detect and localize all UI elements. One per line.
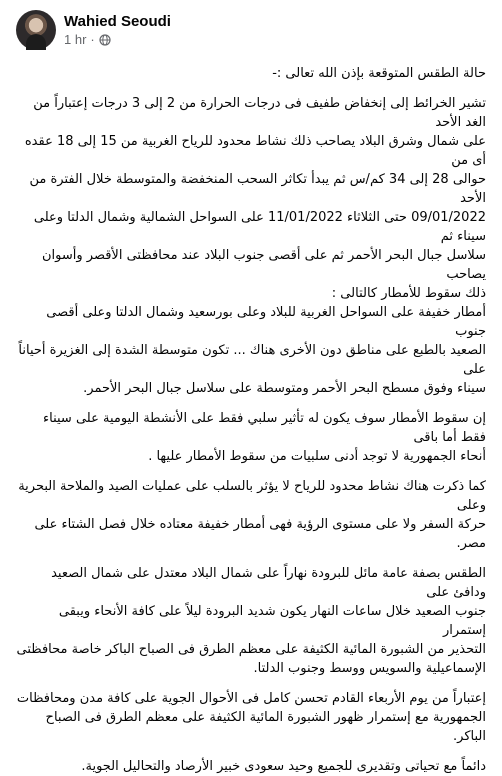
post-paragraph	[16, 409, 486, 466]
post-header	[16, 8, 486, 52]
post-text-line: الجمهورية مع إستمرار ظهور الشبورة المائية الكثيفة على معظم الطرق فى الصباح الباكر.	[45, 710, 486, 744]
post-meta	[64, 10, 171, 50]
post-time[interactable]: 1 hr	[64, 32, 87, 47]
post-text-line: حوالى 28 إلى 34 كم/س ثم يبدأ تكاثر السحب المنخفضة والمتوسطة خلال الفترة من الأحد	[29, 172, 486, 206]
post-text-line: حالة الطقس المتوقعة بإذن الله تعالى :-	[272, 66, 486, 81]
post-text-line: 09/01/2022 حتى الثلاثاء 11/01/2022 على السواحل الشمالية وشمال الدلتا وعلى سيناء ثم	[33, 210, 486, 244]
post-text-line: ذلك سقوط للأمطار كالتالى :	[331, 286, 486, 301]
post-text-line: أمطار خفيفة على السواحل الغربية للبلاد وعلى بورسعيد وشمال الدلتا وعلى أقصى جنوب	[46, 305, 486, 339]
post-text-line: الإسماعيلية والسويس ووسط وجنوب الدلتا.	[253, 661, 486, 676]
globe-icon[interactable]	[99, 34, 111, 46]
post-text-line: كما ذكرت هناك نشاط محدود للرياح لا يؤثر بالسلب على عمليات الصيد والملاحة البحرية وعلى	[18, 479, 486, 513]
post-body	[16, 64, 486, 776]
post-paragraph	[16, 564, 486, 678]
post-text-line: دائماً مع تحياتى وتقديرى للجميع وحيد سعودى خبير الأرصاد والتحاليل الجوية.	[81, 759, 486, 774]
post-text-line: سلاسل جبال البحر الأحمر ثم على أقصى جنوب البلاد عند محافظتى الأقصر وأسوان يصاحب	[41, 248, 486, 282]
post-paragraph	[16, 64, 486, 83]
author-name[interactable]: Wahied Seoudi	[64, 13, 171, 30]
post-paragraph	[16, 689, 486, 746]
post-subline	[64, 32, 171, 48]
avatar[interactable]	[16, 10, 56, 50]
post-text-line: الطقس بصفة عامة مائل للبرودة نهاراً على شمال البلاد معتدل على شمال الصعيد ودافئ على	[51, 566, 486, 600]
post-text-line: جنوب الصعيد خلال ساعات النهار يكون شديد البرودة ليلاً على كافة الأنحاء ويبقى إستمرار	[58, 604, 486, 638]
post-paragraph	[16, 94, 486, 398]
post-text-line: حركة السفر ولا على مستوى الرؤية فهى أمطار خفيفة معتاده خلال فصل الشتاء على مصر.	[34, 517, 486, 551]
post-text-line: الصعيد بالطبع على مناطق دون الأخرى هناك ... تكون متوسطة الشدة إلى الغزيرة أحياناً على	[18, 343, 486, 377]
post-text-line: تشير الخرائط إلى إنخفاض طفيف فى درجات الحرارة من 2 إلى 3 درجات إعتباراً من الغد الأحد	[33, 96, 486, 130]
separator-dot: ·	[90, 32, 95, 47]
post-text-line: أنحاء الجمهورية لا توجد أدنى سلبيات من سقوط الأمطار عليها .	[148, 449, 486, 464]
post-paragraph	[16, 477, 486, 553]
post-text-line: إعتباراً من يوم الأربعاء القادم تحسن كامل فى الأحوال الجوية على كافة مدن ومحافظات	[16, 691, 486, 706]
post-text-line: التحذير من الشبورة المائية الكثيفة على معظم الطرق فى الصباح الباكر خاصة محافظتى	[16, 642, 486, 657]
post-text-line: إن سقوط الأمطار سوف يكون له تأثير سلبي فقط على الأنشطة اليومية على سيناء فقط أما باقى	[43, 411, 486, 445]
post-text-line: سيناء وفوق مسطح البحر الأحمر ومتوسطة على سلاسل جبال البحر الأحمر.	[83, 381, 486, 396]
post-paragraph	[16, 757, 486, 776]
post-text-line: على شمال وشرق البلاد يصاحب ذلك نشاط محدود للرياح الغربية من 15 إلى 18 عقده أى من	[24, 134, 486, 168]
